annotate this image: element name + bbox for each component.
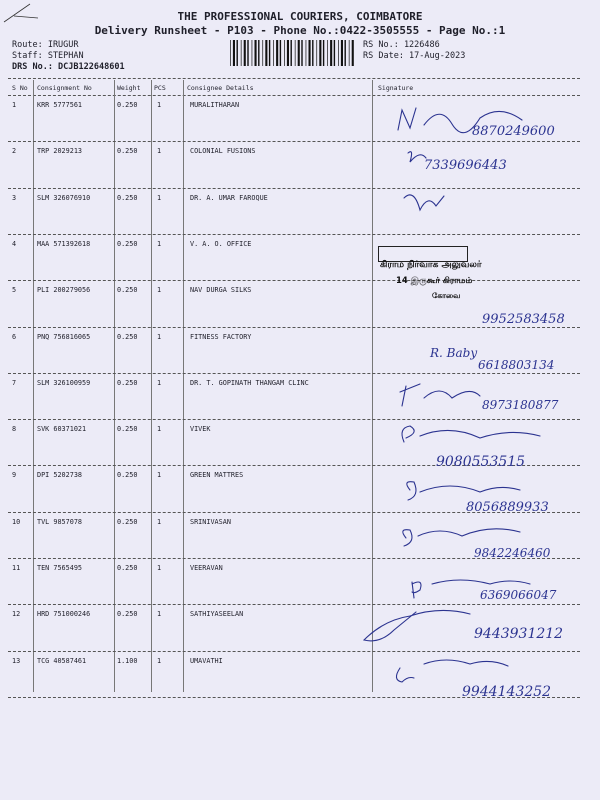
stamp-line3: கோவை: [432, 291, 461, 300]
row-pcs: 1: [157, 378, 162, 387]
row-pcs: 1: [157, 332, 162, 341]
signature-stroke: [420, 430, 540, 438]
signature-phone-1: 8870249600: [472, 124, 555, 139]
barcode-bar: [334, 40, 335, 66]
barcode-bar: [327, 40, 328, 66]
row-consignee: GREEN MATTRES: [190, 471, 244, 480]
route-label: Route: IRUGUR: [12, 40, 79, 50]
row-weight: 0.250: [117, 286, 138, 295]
barcode-bar: [284, 40, 285, 66]
row-consignment-no: SLM 326100959: [37, 378, 91, 387]
signature-phone-10: 9842246460: [474, 546, 551, 560]
row-sno: 6: [12, 332, 17, 341]
row-sno: 13: [12, 656, 21, 665]
row-consignment-no: DPI 5202738: [37, 471, 83, 480]
row-consignment-no: PLI 200279056: [37, 286, 91, 295]
row-consignee: VIVEK: [190, 425, 211, 434]
barcode-bar: [341, 40, 343, 66]
signature-name-6: R. Baby: [430, 346, 478, 360]
col-header-weight: Weight: [117, 84, 141, 92]
header-top-rule: [8, 78, 580, 79]
row-consignment-no: KRR 5777561: [37, 101, 83, 109]
barcode-bar: [323, 40, 324, 66]
row-weight: 0.250: [117, 332, 138, 341]
row-sno: 2: [12, 147, 17, 156]
barcode-bar: [247, 40, 248, 66]
row-divider: [8, 419, 580, 420]
barcode-bar: [352, 40, 354, 66]
column-divider: [114, 80, 115, 692]
stamp-line1: கிராம நிர்வாக அலுவலர்: [380, 260, 482, 270]
rs-date: RS Date: 17-Aug-2023: [363, 51, 466, 61]
row-consignment-no: MAA 571392618: [37, 239, 91, 248]
barcode-bar: [237, 40, 238, 66]
signature-stroke: [420, 486, 520, 492]
row-weight: 0.250: [117, 239, 138, 248]
barcode-bar: [244, 40, 246, 66]
row-sno: 7: [12, 378, 17, 387]
row-weight: 0.250: [117, 147, 138, 156]
row-consignee: DR. T. GOPINATH THANGAM CLINC: [190, 378, 309, 387]
barcode-bar: [258, 40, 259, 66]
row-consignment-no: HRD 751000246: [37, 610, 91, 619]
row-consignee: VEERAVAN: [190, 564, 223, 572]
barcode-bar: [345, 40, 346, 66]
row-consignment-no: TCG 40587461: [37, 656, 87, 665]
drs-number: DRS No.: DCJB122648601: [12, 62, 125, 72]
row-pcs: 1: [157, 564, 162, 572]
barcode-bar: [338, 40, 339, 66]
row-weight: 0.250: [117, 610, 138, 619]
row-pcs: 1: [157, 610, 162, 619]
barcode-bar: [269, 40, 270, 66]
barcode-bar: [349, 40, 350, 66]
signature-stroke: [396, 668, 414, 682]
row-consignee: V. A. O. OFFICE: [190, 239, 252, 248]
signature-stroke: [398, 108, 416, 130]
barcode-bar: [287, 40, 289, 66]
signature-stroke: [418, 529, 520, 536]
barcode-bar: [319, 40, 321, 66]
row-consignment-no: SLM 326076910: [37, 193, 91, 202]
company-title: THE PROFESSIONAL COURIERS, COIMBATORE: [177, 10, 423, 23]
row-divider: [8, 141, 580, 142]
row-sno: 8: [12, 425, 17, 434]
signature-stroke: [403, 530, 412, 546]
row-pcs: 1: [157, 286, 162, 295]
signature-phone-11: 6369066047: [480, 588, 557, 602]
signature-stroke: [404, 195, 444, 210]
row-sno: 3: [12, 193, 17, 202]
signature-stroke: [364, 610, 470, 640]
row-sno: 9: [12, 471, 17, 480]
barcode-bar: [306, 40, 307, 66]
row-pcs: 1: [157, 193, 162, 202]
signature-phone-6: 6618803134: [478, 358, 555, 372]
runsheet-title: Delivery Runsheet - P103 - Phone No.:0422-3505555 - Page No.:1: [94, 24, 506, 37]
barcode-bar: [312, 40, 313, 66]
row-sno: 11: [12, 564, 21, 572]
barcode-bar: [230, 40, 231, 66]
row-divider: [8, 651, 580, 652]
column-divider: [33, 80, 34, 692]
row-weight: 1.100: [117, 656, 138, 665]
row-pcs: 1: [157, 656, 162, 665]
row-pcs: 1: [157, 101, 162, 109]
row-sno: 12: [12, 610, 21, 619]
row-weight: 0.250: [117, 564, 138, 572]
row-consignee: SATHIYASEELAN: [190, 610, 244, 619]
barcode-bar: [330, 40, 332, 66]
row-weight: 0.250: [117, 425, 138, 434]
signature-stroke: [424, 660, 508, 666]
col-header-consignee: Consignee Details: [187, 84, 254, 92]
row-weight: 0.250: [117, 517, 138, 526]
row-weight: 0.250: [117, 101, 138, 109]
row-consignee: MURALITHARAN: [190, 101, 240, 109]
signature-stroke: [407, 482, 416, 500]
row-pcs: 1: [157, 239, 162, 248]
signature-stroke: [412, 582, 421, 598]
signature-phone-8: 9080553515: [436, 454, 526, 470]
signature-stroke: [400, 384, 480, 406]
staff-label: Staff: STEPHAN: [12, 51, 84, 61]
header-bottom-rule: [8, 95, 580, 96]
col-header-sno: S No: [12, 84, 28, 92]
row-weight: 0.250: [117, 378, 138, 387]
row-consignee: UMAVATHI: [190, 656, 223, 665]
row-divider: [8, 188, 580, 189]
row-consignee: COLONIAL FUSIONS: [190, 147, 256, 156]
row-consignee: FITNESS FACTORY: [190, 332, 252, 341]
barcode: [230, 40, 355, 66]
row-weight: 0.250: [117, 193, 138, 202]
row-consignee: DR. A. UMAR FAROQUE: [190, 193, 268, 202]
column-divider: [183, 80, 184, 692]
row-consignee: SRINIVASAN: [190, 517, 231, 526]
column-divider: [372, 80, 373, 692]
row-consignee: NAV DURGA SILKS: [190, 286, 252, 295]
barcode-bar: [255, 40, 257, 66]
row-divider: [8, 604, 580, 605]
row-weight: 0.250: [117, 471, 138, 480]
row-consignment-no: TVL 9857078: [37, 517, 83, 526]
signature-stroke: [432, 580, 530, 584]
barcode-bar: [265, 40, 267, 66]
barcode-bar: [298, 40, 300, 66]
row-sno: 5: [12, 286, 17, 295]
row-pcs: 1: [157, 471, 162, 480]
barcode-bar: [241, 40, 242, 66]
office-stamp: [376, 246, 542, 310]
row-pcs: 1: [157, 147, 162, 156]
signature-stroke: [402, 426, 414, 442]
barcode-bar: [301, 40, 302, 66]
barcode-bar: [291, 40, 292, 66]
signature-phone-7: 8973180877: [482, 398, 559, 412]
barcode-bar: [233, 40, 235, 66]
row-divider: [8, 373, 580, 374]
row-consignment-no: SVK 60371021: [37, 425, 87, 434]
row-consignment-no: TEN 7565495: [37, 564, 83, 572]
barcode-bar: [273, 40, 274, 66]
row-sno: 10: [12, 517, 21, 526]
signature-phone-9: 8056889933: [466, 500, 549, 515]
row-divider: [8, 234, 580, 235]
row-pcs: 1: [157, 425, 162, 434]
barcode-bar: [252, 40, 253, 66]
rs-number: RS No.: 1226486: [363, 40, 440, 50]
stamp-line2: 14 இருகூர் கிராமம்: [396, 276, 473, 286]
signature-phone-12: 9443931212: [474, 626, 564, 642]
row-sno: 1: [12, 101, 17, 109]
row-pcs: 1: [157, 517, 162, 526]
barcode-bar: [316, 40, 317, 66]
column-divider: [151, 80, 152, 692]
col-header-pcs: PCS: [154, 84, 166, 92]
barcode-bar: [309, 40, 311, 66]
row-consignment-no: TRP 2029213: [37, 147, 83, 156]
signature-phone-13: 9944143252: [462, 684, 552, 700]
signature-phone-2: 7339696443: [424, 158, 507, 173]
col-header-consignment: Consignment No: [37, 84, 92, 92]
stamp-phone: 9952583458: [482, 312, 565, 327]
barcode-bar: [280, 40, 281, 66]
row-consignment-no: PNQ 756816065: [37, 332, 91, 341]
barcode-bar: [262, 40, 263, 66]
col-header-signature: Signature: [378, 84, 414, 92]
barcode-bar: [295, 40, 296, 66]
barcode-bar: [276, 40, 278, 66]
row-sno: 4: [12, 239, 17, 248]
